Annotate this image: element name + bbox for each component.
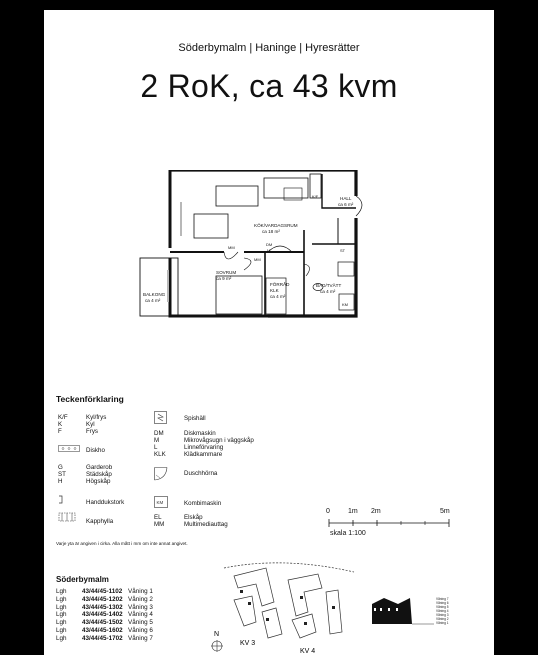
legend-text: Kapphylla — [86, 518, 114, 525]
hat-shelf-icon — [58, 511, 86, 525]
floor-label: Våning 2 — [436, 617, 449, 621]
legend-text: Städskåp — [86, 471, 112, 478]
plan-label-mm-1: MM — [228, 245, 235, 250]
room-kitchen-name: KÖK/VARDAGSRUM — [254, 223, 298, 228]
legend-code: G — [58, 464, 63, 471]
plan-label-kf: K/F — [312, 194, 319, 199]
legend-text: Duschhörna — [184, 470, 218, 477]
plan-label-m: M — [267, 248, 271, 253]
north-arrow-icon — [211, 640, 223, 652]
legend-code: F — [58, 428, 62, 435]
legend-text: Elskåp — [184, 514, 203, 521]
unit-list — [56, 588, 153, 643]
room-balcony-area: ca 4 m² — [145, 298, 161, 303]
combi-machine-icon — [154, 496, 184, 510]
shower-corner-icon — [154, 467, 184, 483]
scale-label: skala 1:100 — [330, 530, 366, 537]
scale-tick-5m: 5m — [440, 508, 450, 515]
legend-code: DM — [154, 430, 164, 437]
scale-tick-1m: 1m — [348, 508, 358, 515]
unit-row: Lgh 43/44/45-1202 Våning 2 — [56, 595, 153, 603]
legend-code: KLK — [154, 451, 166, 458]
scale-tick-2m: 2m — [371, 508, 381, 515]
floor-label: Våning 7 — [436, 597, 449, 601]
legend-code: EL — [154, 514, 162, 521]
legend-text: Mikrovågsugn i väggskåp — [184, 437, 254, 444]
legend-text: Handdukstork — [86, 499, 125, 506]
legend-text: Kombimaskin — [184, 500, 222, 507]
scale-bar — [328, 518, 452, 528]
unit-row: Lgh 43/44/45-1602 Våning 6 — [56, 626, 153, 634]
room-bedroom-area: ca 9 m² — [216, 276, 232, 281]
legend-code: L — [154, 444, 158, 451]
plan-label-dm: DM — [266, 242, 273, 247]
legend-code: H — [58, 478, 63, 485]
legend-code: ST — [58, 471, 66, 478]
legend-text: Linneförvaring — [184, 444, 224, 451]
area-note: Varje yta är angiven i cirka. Alla mått i mm om inte annat angivet. — [56, 541, 188, 546]
unit-row: Lgh 43/44/45-1502 Våning 5 — [56, 619, 153, 627]
unit-row: Lgh 43/44/45-1302 Våning 3 — [56, 603, 153, 611]
floor-label: Våning 5 — [436, 605, 449, 609]
legend-text: Frys — [86, 428, 99, 435]
room-balcony-name: BALKONG — [143, 292, 166, 297]
legend-text: Högskåp — [86, 478, 111, 485]
stove-icon — [154, 411, 184, 426]
room-bath-area: ca 4 m² — [320, 289, 336, 294]
floor-plan — [134, 170, 394, 330]
scale-tick-0: 0 — [326, 508, 330, 515]
room-storage-name: FÖRRÅD — [270, 282, 290, 287]
legend-text: Multimediauttag — [184, 521, 228, 528]
legend-text: Kyl/frys — [86, 414, 107, 421]
room-storage-area: ca 4 m² — [270, 294, 286, 299]
legend-code: M — [154, 437, 160, 444]
room-hall-name: HALL — [340, 196, 352, 201]
room-hall-area: ca 6 m² — [338, 202, 354, 207]
block-kv3: KV 3 — [240, 640, 256, 647]
legend-text: Diskho — [86, 447, 105, 454]
floor-label: Våning 6 — [436, 601, 449, 605]
room-kitchen-area: ca 18 m² — [262, 229, 280, 234]
block-kv4: KV 4 — [300, 648, 316, 655]
room-bedroom-name: SOVRUM — [216, 270, 237, 275]
room-bath-name: BAD/TVÄTT — [316, 283, 342, 288]
room-storage-sub: KLK — [270, 288, 279, 293]
unit-row: Lgh 43/44/45-1402 Våning 4 — [56, 611, 153, 619]
building-title: Söderbymalm — [56, 575, 109, 584]
legend-code: MM — [154, 521, 165, 528]
legend-code: K — [58, 421, 63, 428]
floor-label: Våning 4 — [436, 609, 449, 613]
floor-label: Våning 3 — [436, 613, 449, 617]
sink-icon — [58, 445, 86, 454]
project-subtitle: Söderbymalm | Haninge | Hyresrätter — [178, 42, 360, 54]
apartment-title: 2 RoK, ca 43 kvm — [140, 68, 398, 104]
legend-title: Teckenförklaring — [56, 394, 124, 404]
legend-text: Diskmaskin — [184, 430, 216, 437]
document-page — [44, 10, 494, 655]
legend-text: Kyl — [86, 421, 95, 428]
building-elevation — [370, 592, 450, 632]
svg-text:KM: KM — [156, 500, 164, 505]
floor-label: Våning 1 — [436, 621, 449, 625]
plan-label-st: ST — [340, 248, 346, 253]
plan-label-km: KM — [342, 302, 348, 307]
north-label: N — [214, 631, 220, 638]
towel-rail-icon — [58, 495, 86, 506]
unit-row: Lgh 43/44/45-1102 Våning 1 — [56, 588, 153, 595]
unit-row: Lgh 43/44/45-1702 Våning 7 — [56, 634, 153, 642]
legend-text: Spishäll — [184, 415, 206, 422]
site-plan — [204, 562, 364, 655]
legend-text: Klädkammare — [184, 451, 223, 458]
legend-text: Garderob — [86, 464, 113, 471]
plan-label-mm-2: MM — [254, 257, 261, 262]
legend-code: K/F — [58, 414, 68, 421]
